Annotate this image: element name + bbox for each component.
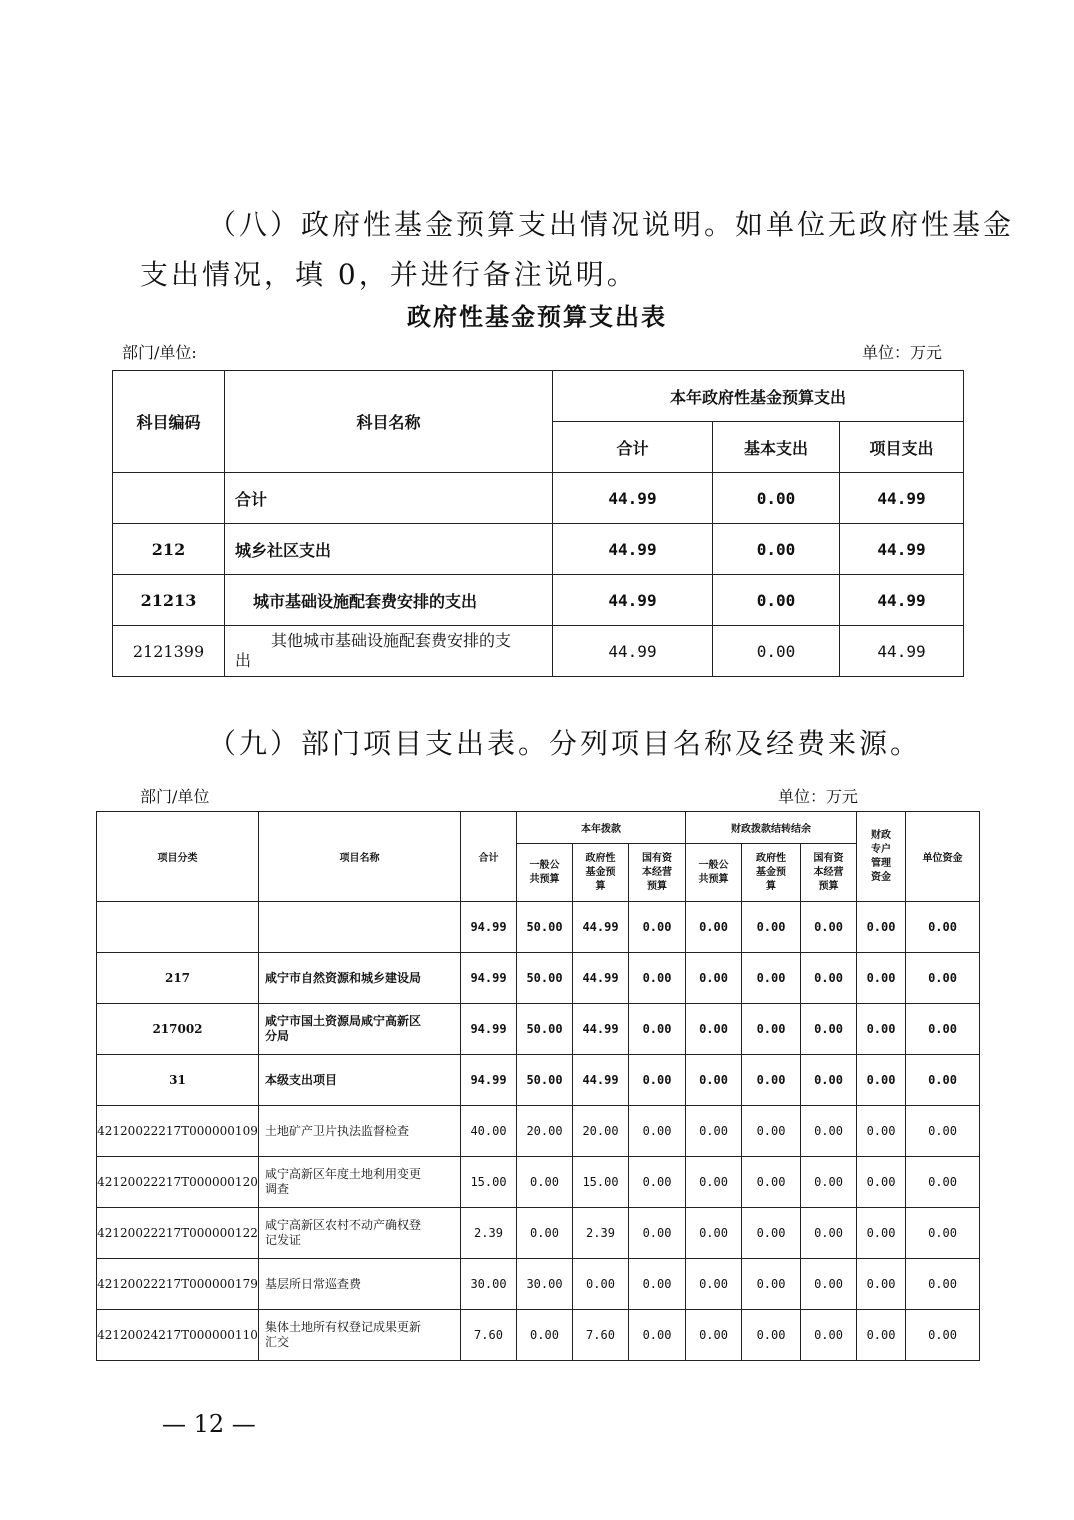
table-row bbox=[97, 1004, 980, 1055]
row-name bbox=[259, 902, 461, 953]
row-category: 217002 bbox=[97, 1004, 259, 1055]
cell: 94.99 bbox=[461, 1055, 517, 1106]
cell: 0.00 bbox=[629, 902, 686, 953]
header-general-budget: 一般公 共预算 bbox=[517, 844, 573, 902]
header-project: 项目支出 bbox=[840, 422, 964, 473]
cell: 94.99 bbox=[461, 902, 517, 953]
table1-dept-label: 部门/单位: bbox=[122, 343, 197, 362]
cell: 0.00 bbox=[742, 1055, 801, 1106]
table2-dept-label: 部门/单位 bbox=[140, 787, 210, 806]
row-project: 44.99 bbox=[840, 575, 964, 626]
table-row bbox=[113, 626, 964, 677]
cell: 0.00 bbox=[801, 1106, 857, 1157]
cell: 50.00 bbox=[517, 1055, 573, 1106]
cell: 2.39 bbox=[461, 1208, 517, 1259]
row-category: 42120022217T000000120 bbox=[97, 1157, 259, 1208]
row-name: 城乡社区支出 bbox=[225, 524, 553, 575]
row-name: 基层所日常巡查费 bbox=[259, 1259, 461, 1310]
cell: 0.00 bbox=[742, 902, 801, 953]
cell: 44.99 bbox=[573, 953, 629, 1004]
page-number: — 12 — bbox=[162, 1410, 256, 1438]
table1 bbox=[112, 370, 964, 677]
cell: 0.00 bbox=[906, 1310, 980, 1361]
row-category: 42120022217T000000179 bbox=[97, 1259, 259, 1310]
row-code: 21213 bbox=[113, 575, 225, 626]
row-project: 44.99 bbox=[840, 626, 964, 677]
cell: 44.99 bbox=[573, 902, 629, 953]
row-category: 31 bbox=[97, 1055, 259, 1106]
row-category: 42120024217T000000110 bbox=[97, 1310, 259, 1361]
cell: 0.00 bbox=[517, 1157, 573, 1208]
table-row bbox=[97, 902, 980, 953]
table-row bbox=[97, 1106, 980, 1157]
cell: 30.00 bbox=[517, 1259, 573, 1310]
row-name: 合计 bbox=[225, 473, 553, 524]
table2-unit-label: 单位：万元 bbox=[778, 787, 859, 806]
header-current-group: 本年拨款 bbox=[517, 812, 686, 844]
cell: 0.00 bbox=[857, 953, 906, 1004]
cell: 30.00 bbox=[461, 1259, 517, 1310]
cell: 0.00 bbox=[686, 1004, 742, 1055]
table1-title: 政府性基金预算支出表 bbox=[407, 302, 667, 331]
header-category: 项目分类 bbox=[97, 812, 259, 902]
row-project: 44.99 bbox=[840, 524, 964, 575]
table-row bbox=[113, 524, 964, 575]
header-basic: 基本支出 bbox=[713, 422, 840, 473]
cell: 0.00 bbox=[629, 1208, 686, 1259]
header-state-capital-budget-carry: 国有资 本经营 预算 bbox=[801, 844, 857, 902]
table-row bbox=[97, 1208, 980, 1259]
cell: 0.00 bbox=[742, 1208, 801, 1259]
cell: 0.00 bbox=[686, 1055, 742, 1106]
table-row bbox=[97, 1259, 980, 1310]
cell: 0.00 bbox=[742, 1106, 801, 1157]
cell: 0.00 bbox=[906, 1157, 980, 1208]
cell: 0.00 bbox=[742, 1004, 801, 1055]
header-group: 本年政府性基金预算支出 bbox=[553, 371, 964, 422]
cell: 50.00 bbox=[517, 1004, 573, 1055]
cell: 0.00 bbox=[857, 902, 906, 953]
cell: 0.00 bbox=[857, 1106, 906, 1157]
cell: 0.00 bbox=[629, 953, 686, 1004]
row-name: 咸宁市自然资源和城乡建设局 bbox=[259, 953, 461, 1004]
header-name: 科目名称 bbox=[225, 371, 553, 473]
cell: 0.00 bbox=[629, 1004, 686, 1055]
cell: 0.00 bbox=[857, 1310, 906, 1361]
section9-line1: （九）部门项目支出表。分列项目名称及经费来源。 bbox=[208, 727, 922, 760]
cell: 0.00 bbox=[857, 1157, 906, 1208]
row-category bbox=[97, 902, 259, 953]
cell: 0.00 bbox=[629, 1259, 686, 1310]
table-row bbox=[97, 1055, 980, 1106]
cell: 50.00 bbox=[517, 953, 573, 1004]
row-total: 44.99 bbox=[553, 473, 713, 524]
cell: 0.00 bbox=[857, 1055, 906, 1106]
cell: 0.00 bbox=[801, 953, 857, 1004]
cell: 0.00 bbox=[742, 1157, 801, 1208]
row-name: 咸宁市国土资源局咸宁高新区 分局 bbox=[259, 1004, 461, 1055]
cell: 0.00 bbox=[742, 953, 801, 1004]
header-carry-group: 财政拨款结转结余 bbox=[686, 812, 857, 844]
header-total: 合计 bbox=[553, 422, 713, 473]
table-row bbox=[97, 1310, 980, 1361]
row-code: 2121399 bbox=[113, 626, 225, 677]
row-name: 城市基础设施配套费安排的支出 bbox=[225, 575, 553, 626]
row-name: 咸宁高新区年度土地利用变更 调查 bbox=[259, 1157, 461, 1208]
header-unit-fund: 单位资金 bbox=[906, 812, 980, 902]
table-row bbox=[97, 1157, 980, 1208]
row-name-line2: 出 bbox=[235, 651, 252, 670]
cell: 2.39 bbox=[573, 1208, 629, 1259]
cell: 0.00 bbox=[906, 1208, 980, 1259]
header-general-budget-carry: 一般公 共预算 bbox=[686, 844, 742, 902]
row-code bbox=[113, 473, 225, 524]
row-code: 212 bbox=[113, 524, 225, 575]
header-special-fund: 财政 专户 管理 资金 bbox=[857, 812, 906, 902]
header-total: 合计 bbox=[461, 812, 517, 902]
row-basic: 0.00 bbox=[713, 575, 840, 626]
row-basic: 0.00 bbox=[713, 473, 840, 524]
table2 bbox=[96, 811, 980, 1361]
cell: 0.00 bbox=[629, 1106, 686, 1157]
row-name: 本级支出项目 bbox=[259, 1055, 461, 1106]
cell: 0.00 bbox=[517, 1310, 573, 1361]
cell: 0.00 bbox=[742, 1310, 801, 1361]
cell: 0.00 bbox=[906, 1259, 980, 1310]
cell: 0.00 bbox=[573, 1259, 629, 1310]
cell: 0.00 bbox=[801, 902, 857, 953]
cell: 15.00 bbox=[573, 1157, 629, 1208]
cell: 0.00 bbox=[801, 1208, 857, 1259]
cell: 0.00 bbox=[686, 1208, 742, 1259]
cell: 0.00 bbox=[801, 1004, 857, 1055]
row-basic: 0.00 bbox=[713, 626, 840, 677]
row-total: 44.99 bbox=[553, 626, 713, 677]
cell: 50.00 bbox=[517, 902, 573, 953]
cell: 0.00 bbox=[857, 1004, 906, 1055]
header-gov-fund-budget-carry: 政府性 基金预 算 bbox=[742, 844, 801, 902]
row-total: 44.99 bbox=[553, 524, 713, 575]
cell: 20.00 bbox=[573, 1106, 629, 1157]
cell: 0.00 bbox=[801, 1259, 857, 1310]
row-category: 217 bbox=[97, 953, 259, 1004]
cell: 0.00 bbox=[686, 902, 742, 953]
cell: 7.60 bbox=[573, 1310, 629, 1361]
cell: 0.00 bbox=[801, 1310, 857, 1361]
cell: 20.00 bbox=[517, 1106, 573, 1157]
cell: 0.00 bbox=[906, 953, 980, 1004]
cell: 0.00 bbox=[629, 1310, 686, 1361]
cell: 94.99 bbox=[461, 953, 517, 1004]
cell: 0.00 bbox=[686, 1259, 742, 1310]
cell: 0.00 bbox=[686, 1106, 742, 1157]
cell: 0.00 bbox=[686, 953, 742, 1004]
cell: 0.00 bbox=[742, 1259, 801, 1310]
cell: 7.60 bbox=[461, 1310, 517, 1361]
cell: 94.99 bbox=[461, 1004, 517, 1055]
row-category: 42120022217T000000122 bbox=[97, 1208, 259, 1259]
cell: 0.00 bbox=[801, 1055, 857, 1106]
cell: 40.00 bbox=[461, 1106, 517, 1157]
table-row bbox=[113, 473, 964, 524]
row-name: 咸宁高新区农村不动产确权登 记发证 bbox=[259, 1208, 461, 1259]
table-row bbox=[113, 575, 964, 626]
cell: 44.99 bbox=[573, 1004, 629, 1055]
row-total: 44.99 bbox=[553, 575, 713, 626]
cell: 0.00 bbox=[686, 1157, 742, 1208]
table-row bbox=[97, 953, 980, 1004]
header-code: 科目编码 bbox=[113, 371, 225, 473]
cell: 0.00 bbox=[906, 1055, 980, 1106]
cell: 15.00 bbox=[461, 1157, 517, 1208]
cell: 0.00 bbox=[801, 1157, 857, 1208]
cell: 0.00 bbox=[517, 1208, 573, 1259]
table1-unit-label: 单位：万元 bbox=[862, 343, 943, 362]
section8-line2: 支出情况，填 0，并进行备注说明。 bbox=[140, 258, 638, 291]
cell: 0.00 bbox=[629, 1157, 686, 1208]
row-name bbox=[225, 626, 553, 677]
cell: 0.00 bbox=[629, 1055, 686, 1106]
cell: 44.99 bbox=[573, 1055, 629, 1106]
section8-line1: （八）政府性基金预算支出情况说明。如单位无政府性基金 bbox=[208, 208, 1015, 241]
row-name: 集体土地所有权登记成果更新 汇交 bbox=[259, 1310, 461, 1361]
cell: 0.00 bbox=[857, 1208, 906, 1259]
row-project: 44.99 bbox=[840, 473, 964, 524]
cell: 0.00 bbox=[686, 1310, 742, 1361]
row-name-line1: 其他城市基础设施配套费安排的支 bbox=[271, 631, 512, 650]
header-gov-fund-budget: 政府性 基金预 算 bbox=[573, 844, 629, 902]
header-name: 项目名称 bbox=[259, 812, 461, 902]
header-state-capital-budget: 国有资 本经营 预算 bbox=[629, 844, 686, 902]
cell: 0.00 bbox=[906, 1106, 980, 1157]
cell: 0.00 bbox=[857, 1259, 906, 1310]
row-category: 42120022217T000000109 bbox=[97, 1106, 259, 1157]
row-name: 土地矿产卫片执法监督检查 bbox=[259, 1106, 461, 1157]
cell: 0.00 bbox=[906, 1004, 980, 1055]
cell: 0.00 bbox=[906, 902, 980, 953]
row-basic: 0.00 bbox=[713, 524, 840, 575]
